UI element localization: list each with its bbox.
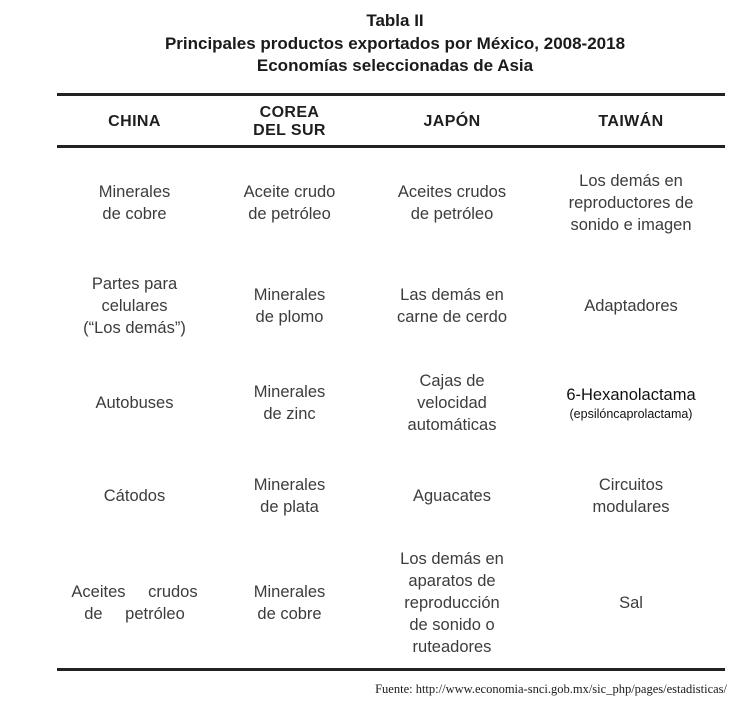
table-cell: Aceites crudos de petróleo: [397, 183, 507, 223]
table-cell: Minerales de cobre: [253, 583, 326, 623]
source-note: Fuente: http://www.economia-snci.gob.mx/sic_php/pages/estadisticas/: [375, 682, 727, 696]
table-cell: Aceites crudos de petróleo: [71, 583, 198, 623]
title-line-2: Principales productos exportados por México, 2008-2018: [164, 33, 626, 53]
table-row: [57, 148, 725, 258]
table-row: [57, 453, 725, 538]
table-header: [57, 98, 725, 145]
table-cell: Los demás en reproductores de sonido e imagen: [568, 172, 694, 234]
table-cell: [537, 353, 725, 453]
chemical-alias: (epsilóncaprolactama): [569, 407, 693, 421]
table-cell: Aceite crudo de petróleo: [243, 183, 336, 223]
table-cell: Aguacates: [413, 486, 491, 505]
table-cell: Minerales de cobre: [98, 183, 171, 223]
table-cell: Autobuses: [95, 394, 174, 412]
header-japon: JAPÓN: [423, 112, 481, 130]
table-cell: Partes para celulares (“Los demás”): [83, 274, 186, 337]
table-title: [0, 10, 745, 78]
table-row: [57, 258, 725, 353]
table-cell: Minerales de plata: [253, 475, 326, 516]
bottom-rule: [57, 668, 725, 671]
table-cell: Los demás en aparatos de reproducción de sonido o ruteadores: [400, 550, 504, 656]
header-taiwan: TAIWÁN: [598, 112, 664, 130]
top-rule: [57, 93, 725, 96]
table-cell: Las demás en carne de cerdo: [396, 285, 508, 326]
table-cell: Sal: [619, 594, 643, 612]
table-row: [57, 538, 725, 668]
title-line-1: Tabla II: [366, 11, 424, 30]
header-china: CHINA: [108, 112, 161, 130]
table-row: [57, 353, 725, 453]
table-cell: Minerales de zinc: [253, 383, 326, 423]
table-cell: Cátodos: [103, 486, 166, 505]
table-cell: Circuitos modulares: [592, 475, 670, 516]
chemical-name: 6-Hexanolactama: [566, 386, 696, 404]
table-cell: Minerales de plomo: [253, 285, 326, 326]
table-cell: Cajas de velocidad automáticas: [407, 372, 497, 434]
title-line-3: Economías seleccionadas de Asia: [256, 56, 534, 75]
table-cell: Adaptadores: [584, 296, 678, 315]
header-corea-del-sur: COREA DEL SUR: [253, 103, 326, 139]
